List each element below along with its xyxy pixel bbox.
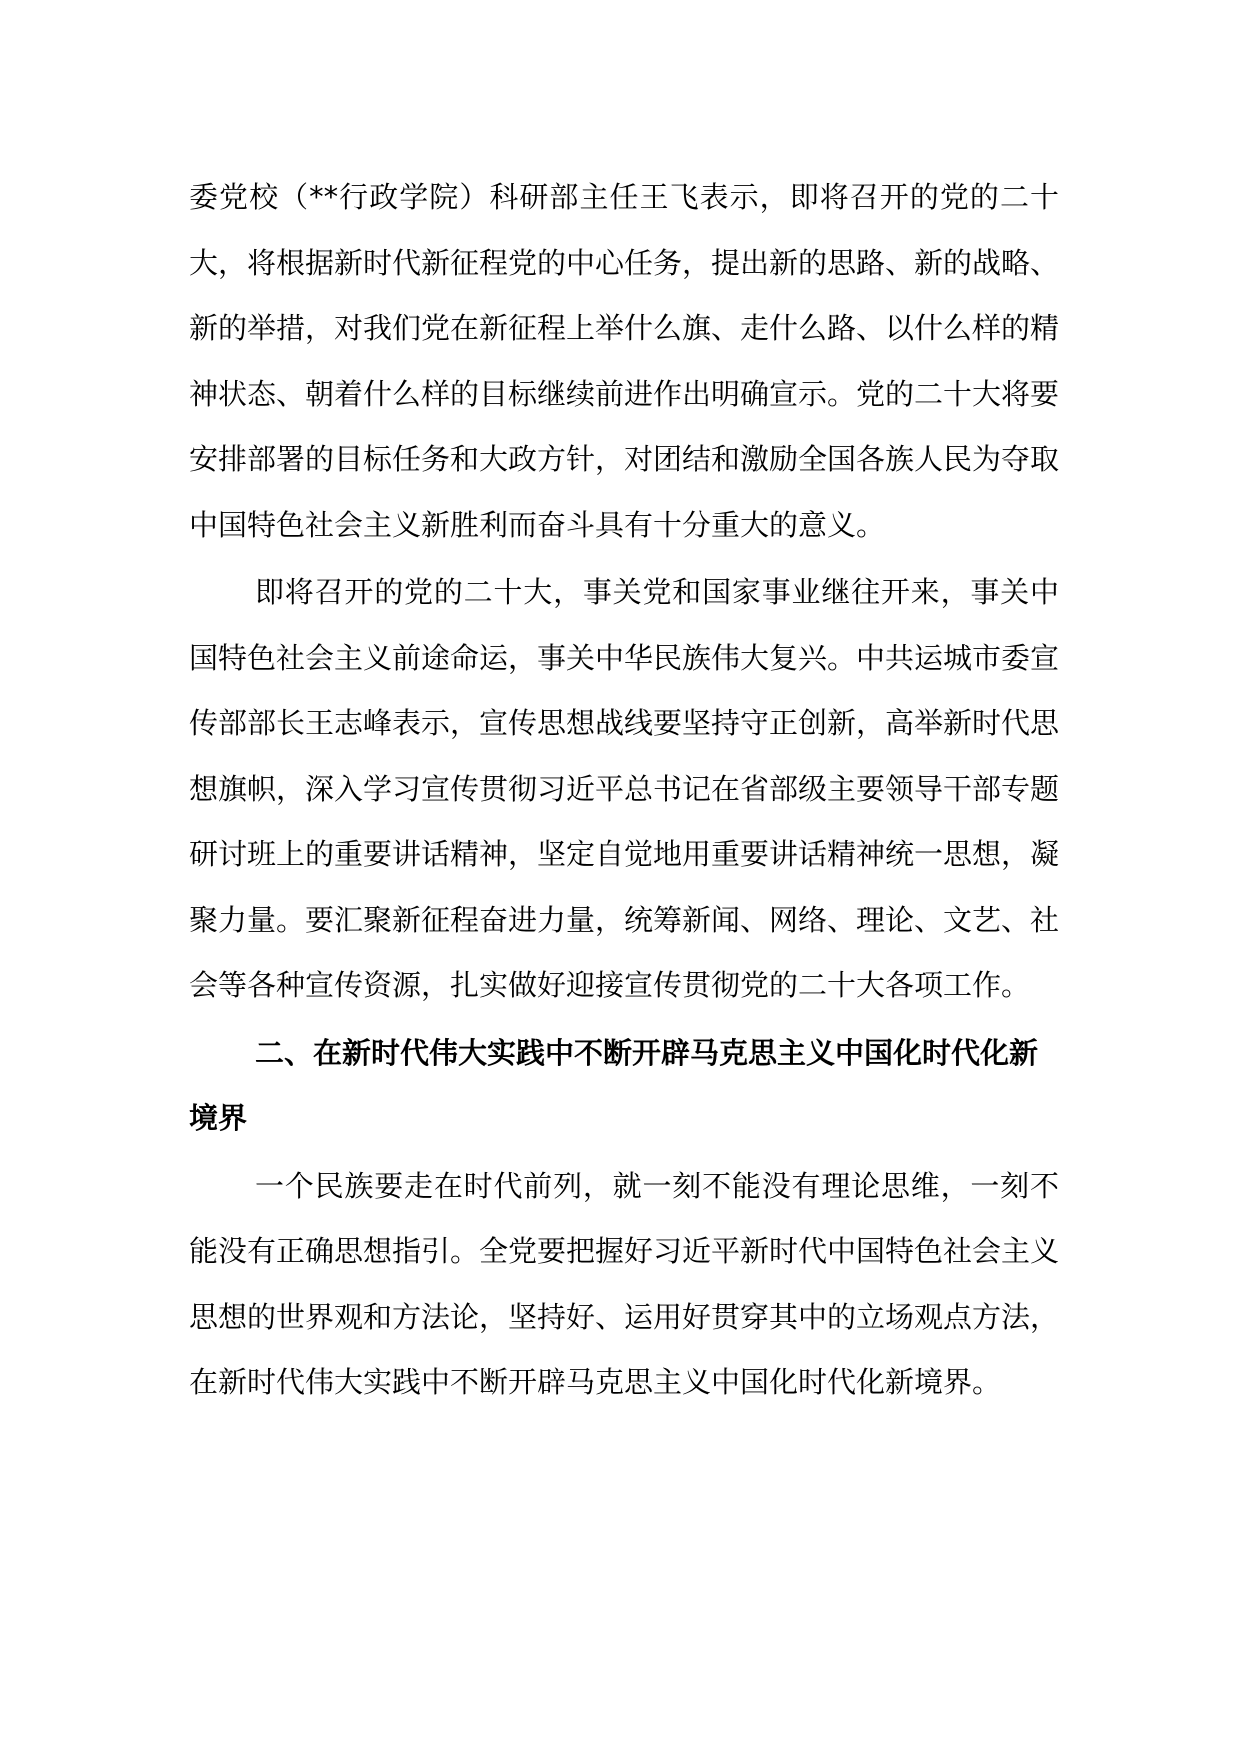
section-heading-two: 二、在新时代伟大实践中不断开辟马克思主义中国化时代化新境界 (189, 1035, 1039, 1135)
paragraph-theory: 一个民族要走在时代前列，就一刻不能没有理论思维，一刻不能没有正确思想指引。全党要把握好习近平新时代中国特色社会主义思想的世界观和方法论，坚持好、运用好贯穿其中的立场观点方法，在新时代伟大实践中不断开辟马克思主义中国化时代化新境界。 (189, 1168, 1060, 1399)
document-body (189, 165, 1059, 1418)
paragraph-continuation: 委党校（**行政学院）科研部主任王飞表示，即将召开的党的二十大，将根据新时代新征程党的中心任务，提出新的思路、新的战略、新的举措，对我们党在新征程上举什么旗、走什么路、以什么样的精神状态、朝着什么样的目标继续前进作出明确宣示。党的二十大将要安排部署的目标任务和大政方针，对团结和激励全国各族人民为夺取中国特色社会主义新胜利而奋斗具有十分重大的意义。 (189, 180, 1060, 542)
paragraph-propaganda: 即将召开的党的二十大，事关党和国家事业继往开来，事关中国特色社会主义前途命运，事关中华民族伟大复兴。中共运城市委宣传部部长王志峰表示，宣传思想战线要坚持守正创新，高举新时代思想旗帜，深入学习宣传贯彻习近平总书记在省部级主要领导干部专题研讨班上的重要讲话精神，坚定自觉地用重要讲话精神统一思想，凝聚力量。要汇聚新征程奋进力量，统筹新闻、网络、理论、文艺、社会等各种宣传资源，扎实做好迎接宣传贯彻党的二十大各项工作。 (189, 575, 1060, 1002)
